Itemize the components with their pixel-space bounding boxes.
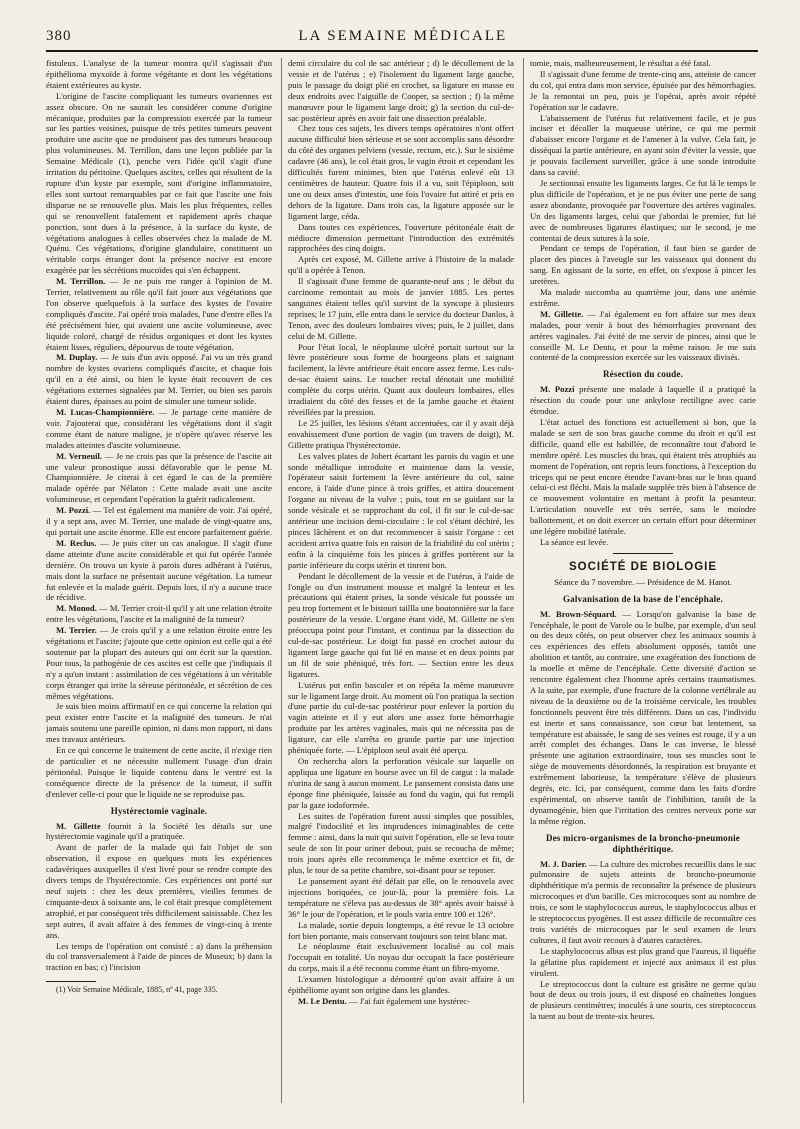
speaker-paragraph (288, 996, 514, 1007)
paragraph: Les suites de l'opération furent aussi simples que possibles, malgré l'indocilité et les imprudences inimaginables de cette femme : ainsi, dans la nuit qui suivit l'opération, elle se leva toute seule de son lit pour uriner debout, puis se recoucha de même; trois jours après elle recommença le même exercice et fit, de plus, le tour de sa petite chambre, soi-disant pour se reposer. (288, 810, 514, 876)
speaker-text: — Lorsqu'on galvanise la base de l'encéphale, le pont de Varole ou le bulbe, par exemple, d'un seul ou des deux côtés, on peut observer chez les animaux soumis à ces expériences des effets absolument opposés, tantôt une abolition et tantôt, au contraire, une exagération des fonctions de la moelle et même de l'encéphale. Cette diversité d'action se rencontre également chez l'homme après certains traumatismes. A la suite, par exemple, d'une fracture de la colonne vertébrale au niveau de la deuxième ou de la troisième cervicale, les troubles fonctionnels peuvent être très différents. Dans un cas, l'individu est inerte et sans connaissance, son cœur bat lentement, sa température est abaissée, le sang de ses veines est rouge, il y a un arrêt complet des échanges. Dans le cas inverse, le blessé présente une agitation extraordinaire, tous ses muscles sont le siège de mouvements désordonnés, la respiration est bruyante et extrêmement laborieuse, la température s'élève de plusieurs degrés, etc. Ici, par conséquent, comme dans les faits d'ordre expérimental, on observe tantôt de l'inhibition, tantôt de la dynamogénie, bien que l'irritation des centres nerveux porte sur la même région. (530, 608, 756, 826)
speaker-paragraph (46, 505, 272, 538)
speaker-name: M. Le Dentu. (298, 995, 347, 1006)
speaker-name: M. Reclus. (56, 537, 97, 548)
speaker-name: M. Gillette. (540, 308, 584, 319)
journal-title: LA SEMAINE MÉDICALE (298, 28, 508, 44)
paragraph: Chez tous ces sujets, les divers temps opératoires n'ont offert aucune difficulté bien sérieuse et se sont accomplis sans désordre du côté des organes pelviens (vessie, rectum, etc.). Sur le sixième cadavre (46 ans), le col était gros, le vagin étroit et cependant les difficultés furent minimes, bien que l'utérus enlevé eût 13 centimètres de hauteur. Quatre fois il a vu, soit l'épiploon, soit une ou deux anses d'intestin, une fois l'ovaire fut attiré et pris en dehors de la ligature. Dans trois cas, la ligature apposée sur le ligament large, céda. (288, 123, 514, 221)
speaker-name: M. Terrillon. (56, 276, 106, 287)
paragraph: L'origine de l'ascite compliquant les tumeurs ovariennes est assez obscure. On ne saurait les considérer comme d'origine mécanique, produites par la compression exercée par la tumeur sur les parties voisines, puisque de très petites tumeurs peuvent produire une ascite que ne produisent pas des tumeurs beaucoup plus volumineuses. M. Terrillon, dans une leçon publiée par la Semaine Médicale (1), penche vers l'idée qu'il s'agit d'une irritation du péritoine. Quelques ascites, celles qui résultent de la rupture d'un kyste par exemple, sont d'origine inflammatoire, elles sont surtout remarquables par ce fait que l'ascite une fois disparue ne se renouvelle plus. Mais les plus fréquentes, celles qui se renouvellent fatalement et rapidement après chaque ponction, sont dues à la présence, à la surface du kyste, de végétations analogues à celles observées chez la malade de M. Quénu. Ces végétations, d'origine glandulaire, constituent un véritable corps étranger dont la présence nocive est encore exagérée par les sécrétions mucoïdes qui s'en échappent. (46, 90, 272, 276)
section-rule (613, 553, 673, 554)
speaker-paragraph (46, 276, 272, 352)
column-1 (46, 58, 272, 1103)
column-2 (288, 58, 514, 1103)
speaker-name: M. Gillette (56, 820, 101, 831)
paragraph: L'utérus put enfin basculer et on répéta la même manœuvre sur le ligament large droit. Au moment où l'on pratiqua la section d'une partie du cul-de-sac postérieur pour enlever la portion du vagin atteinte et il y eut alors une assez forte hémorrhagie produite par les artères vaginales, mais qui ne nécessita pas de ligature, car elle s'arrêta en grande partie par une injection phéniquée forte. — L'épiploon seul avait été aperçu. (288, 679, 514, 756)
paragraph: Il s'agissait d'une femme de quarante-neuf ans ; le début du carcinome remontait au mois de janvier 1885. Les pertes sanguines étaient telles qu'il survint de la syncope à plusieurs reprises; le 17 juin, elle entra dans le service du docteur Danlos, à Tenon, avec des douleurs lombaires vives; puis, le 2 juillet, dans celui de M. Gillette. (288, 276, 514, 341)
paragraph: demi circulaire du col de sac antérieur ; d) le décollement de la vessie et de l'utérus ; e) l'isolement du ligament large gauche, puis le passage du doigt plié en crochet, sa ligature en masse en deux endroits avec l'aiguille de Cooper, sa section ; f) la même manœuvre pour le ligament large droit; g) la section du cul-de-sac postérieur après en avoir fait une dissection préalable. (288, 58, 514, 123)
page-number: 380 (46, 28, 72, 44)
speaker-text: fournit à la Société les détails sur une hystérectomie vaginale qu'il a pratiquée. (46, 820, 272, 842)
speaker-paragraph (530, 859, 756, 946)
speaker-paragraph (530, 384, 756, 417)
paragraph: En ce qui concerne le traitement de cette ascite, il n'exige rien de particulier et ne nécessite nullement l'usage d'un drain péritonéal. Puisque le liquide contenu dans le ventre est la conséquence directe de la présence de la tumeur, il suffit d'enlever celle-ci pour que le liquide ne se reproduise pas. (46, 745, 272, 799)
speaker-text: — Je suis d'un avis opposé. J'ai vu un très grand nombre de kystes ovariens compliqués d'ascite, et chaque fois qu'il en a été ainsi, ou bien le kyste était recouvert de ces végétations externes signalées par M. Terrier, ou bien ses parois étaient dures, épaisses au point de simuler une tumeur solide. (46, 352, 272, 407)
header-rule (46, 50, 758, 52)
paragraph: Pendant ce temps de l'opération, il faut bien se garder de placer des pinces à l'aveugle sur les vaisseaux qui donnent du sang. En agissant de la sorte, en effet, on s'expose à pincer les uretères. (530, 243, 756, 287)
paragraph: Ma malade succomba au quatrième jour, dans une anémie extrême. (530, 287, 756, 308)
speaker-text: — J'ai fait également une hystérec- (346, 995, 470, 1006)
speaker-paragraph (46, 625, 272, 701)
speaker-text: — Tel est également ma manière de voir. J'ai opéré, il y a sept ans, avec M. Terrier, une malade de vingt-quatre ans, qui portait une ascite énorme. Elle est encore parfaitement guérie. (46, 505, 272, 537)
speaker-text: — Je ne crois pas que la présence de l'ascite ait une valeur pronostique aussi défavorable que le pense M. Championnière. Je citerai à cet égard le cas de la première malade opérée par Nélaton : Cette malade avait une ascite volumineuse, et cependant l'opération la guérit radicalement. (46, 450, 272, 505)
paragraph: fistuleux. L'analyse de la tumeur montra qu'il s'agissait d'un épithélioma myxoïde à forme végétante et dont les végétations étaient extérieures au kyste. (46, 58, 272, 90)
speaker-name: M. J. Darier. (540, 858, 587, 869)
paragraph: Pour l'état local, le néoplasme ulcéré portait surtout sur la lèvre postérieure sous forme de bourgeons plats et saignant facilement, la lèvre antérieure était encore assez ferme. Les culs-de-sac étaient sains. Le toucher rectal dénotait une mobilité complète du corps utérin. Quant aux douleurs lombaires, elles irradiaient du côté des fesses et de la jambe gauche et étaient réveillées par la pression. (288, 341, 514, 417)
speaker-paragraph (530, 609, 756, 827)
paragraph: Je sectionnai ensuite les ligaments larges. Ce fut là le temps le plus difficile de l'opération, et je ne pus éviter une perte de sang assez abondante, provoquée par l'ouverture des artères vaginales. Un des ligaments larges, celui que j'abordai le premier, fut lié avec de nombreuses ligatures élastiques; sur le second, je me contentai de deux sutures à la soie. (530, 177, 756, 243)
speaker-text: — Je puis citer un cas analogue. Il s'agit d'une dame atteinte d'une ascite considérable et qui fut opérée l'année dernière. On trouva un kyste à parois dures adhérant à l'utérus, mais dont la surface ne présentait aucune végétation. La tumeur fut enlevée et la malade guérit. Depuis lors, il n'y a aucune trace de récidive. (46, 537, 272, 603)
speaker-name: M. Verneuil. (56, 450, 103, 461)
speaker-name: M. Duplay. (56, 352, 98, 363)
speaker-text: — La culture des microbes recueillis dans le suc pulmonaire de sujets atteints de broncho-pneumonie diphthéritique m'a permis de reconnaître la présence de plusieurs microcoques et d'un bacille. Ces microcoques sont au nombre de trois, ce sont le staphylococcus aureus, le staphylococcus albus et le streptococcus pyogènes. Il est assez difficile de reconnaître ces trois variétés de microcoques par le seul examen de leurs cultures, il faut avoir recours à d'autres caractères. (530, 858, 756, 945)
paragraph: On rechercha alors la perforation vésicale sur laquelle on appliqua une ligature en bourse avec un fil de catgut : la malade n'urina de sang à aucun moment. Le pansement consista dans une éponge fine phéniquée, laissée au fond du vagin, qui fut rempli par la gaze iodoformée. (288, 756, 514, 810)
footnote: (1) Voir Semaine Médicale, 1885, nº 41, page 335. (56, 985, 218, 995)
speaker-paragraph (46, 603, 272, 625)
paragraph: Le staphylococcus albus est plus grand que l'aureus, il liquéfie la gélatine plus rapidement et injecté aux animaux il est plus virulent. (530, 945, 756, 978)
paragraph: Il s'agissait d'une femme de trente-cinq ans, atteinte de cancer du col, qui entra dans mon service, épuisée par des hémorrhagies. Je la remontai un peu, puis je l'opérai, après avoir répété l'opération sur le cadavre. (530, 68, 756, 112)
paragraph: L'examen histologique a démontré qu'on avait affaire à un épithéliome ayant son origine dans les glandes. (288, 974, 514, 996)
speaker-name: M. Lucas-Championnière. (56, 407, 155, 417)
speaker-paragraph (46, 407, 272, 451)
society-heading: SOCIÉTÉ DE BIOLOGIE (568, 560, 718, 573)
paragraph: Le néoplasme était exclusivement localisé au col mais l'occupait en totalité. Un noyau dur occupait la face postérieure du corps, mais il a été reconnu comme étant un fibro-myome. (288, 941, 514, 974)
speaker-paragraph (46, 821, 272, 843)
speaker-name: M. Pozzi (540, 384, 575, 395)
section-heading: Hystérectomie vaginale. (110, 805, 208, 816)
section-heading: Résection du coude. (602, 369, 684, 380)
paragraph: Les temps de l'opération ont consisté : a) dans la préhension du col transversalement à l'aide de pinces de Museux; b) dans la traction en bas; c) l'incision (46, 940, 272, 973)
speaker-paragraph (46, 538, 272, 603)
speaker-text: — Je crois qu'il y a une relation étroite entre les végétations et l'ascite; j'ajoute que cette opinion est celle qui a été soutenue par la plupart des auteurs qui ont écrit sur la question. Pour tous, la pathogénie de ces ascites est celle que j'indiquais il n'y a qu'un instant : assimilation de ces végétations à un véritable corps étranger qui irrite la séreuse péritonéale, et sécrétion de ces mêmes végétations. (46, 625, 272, 701)
speaker-paragraph (530, 309, 756, 364)
speaker-name: M. Brown-Séquard. (540, 608, 617, 619)
paragraph: tomie, mais, malheureusement, le résultat a été fatal. (530, 58, 711, 68)
session-line: Séance du 7 novembre. — Présidence de M. Hanot. (554, 576, 732, 587)
paragraph: La séance est levée. (540, 536, 609, 547)
paragraph: La malade, sortie depuis longtemps, a été revue le 13 octobre fort bien portante, mais conservant toujours son teint blanc mat. (288, 919, 514, 941)
section-heading: Des micro-organismes de la broncho-pneumonie diphthéritique. (546, 832, 740, 854)
speaker-name: M. Monod. (56, 603, 97, 614)
column-3 (530, 58, 756, 1103)
column-divider (281, 58, 282, 1103)
paragraph: Pendant le décollement de la vessie et de l'utérus, à l'aide de l'ongle ou d'un instrument mousse et malgré la lenteur et les précautions qui étaient prises, la sonde vésicale fut poussée un peu trop fortement et le bistouri taillla une boutonnière sur la face postérieure de la vessie. L'organe étant vidé, M. Gillette ne s'en préoccupa point pour l'instant, et continua par la dissection du cul-de-sac postérieur. Le doigt fut passé en crochet autour du ligament large gauche qui fut lié en masse et en deux points par un fil de soie phéniqué, très fort. — Section entre les deux ligatures. (288, 570, 514, 679)
paragraph: L'abaissement de l'utérus fut relativement facile, et je pus inciser et décoller la muqueuse utérine, ce qui me permit d'abaisser encore l'organe et de l'amener à la vulve. Cela fait, je disséquai la partie antérieure, en ayant soin d'éviter la vessie, que je pouvais facilement surveiller, grâce à une sonde introduite dans sa cavité. (530, 112, 756, 178)
speaker-text: — Je ne puis me ranger à l'opinion de M. Terrier, relativement au rôle qu'il fait jouer aux végétations que l'on observe quelquefois à la surface des kystes de l'ovaire compliqués d'ascite. J'ai opéré trois malades, l'une d'entre elles l'a été précisément hier, qui avaient une ascite volumineuse, avec liquide coloré, chargé de résidus organiques et dont les kystes étaient lisses, réguliers, dépourvus de toute végétation. (46, 276, 272, 352)
speaker-name: M. Terrier. (56, 625, 97, 636)
speaker-paragraph (46, 352, 272, 407)
paragraph: Le pansement ayant été défait par elle, on le renouvela avec injections boriquées, ce jour-là, pour la première fois. La température ne s'éleva pas au-dessus de 38° après avoir baissé à 36° le jour de l'opération, et le pouls varia entre 100 et 126°. (288, 875, 514, 919)
paragraph: Je suis bien moins affirmatif en ce qui concerne la relation qui peut exister entre l'ascite et la malignité des tumeurs. Je n'ai jamais soutenu une pareille opinion, ni dans mon rapport, ni dans mes travaux antérieurs. (46, 701, 272, 745)
speaker-text: — Je partage cette manière de voir. J'ajouterai que, considérant les végétations dont il s'agit comme étant de nature maligne, je n'opère qu'avec réserve les malades atteintes d'ascite volumineuse. (46, 407, 272, 450)
column-divider (523, 58, 524, 1103)
speaker-paragraph (46, 451, 272, 506)
paragraph: Après cet exposé, M. Gillette arrive à l'histoire de la malade qu'il a opérée à Tenon. (288, 254, 514, 276)
speaker-text: — J'ai également eu fort affaire sur mes deux malades, pour venir à bout des hémorrhagies provenant des artères vaginales. J'ai évité de me servir de pinces, ainsi que le conseille M. Le Dentu, et pour la même raison. Je me suis contenté de la compression exercée sur les vaisseaux divisés. (530, 308, 756, 363)
speaker-text: présente une malade à laquelle il a pratiqué la résection du coude pour une ankylose rectiligne avec carie étendue. (530, 384, 756, 417)
speaker-text: — M. Terrier croit-il qu'il y ait une relation étroite entre les végétations, l'ascite et la malignité de la tumeur? (46, 603, 272, 625)
paragraph: Le 25 juillet, les lésions s'étant accentuées, car il y avait déjà envahissement d'une portion de vagin (un travers de doigt), M. Gillette pratiqua l'hystérectomie. (288, 417, 514, 450)
page-header (46, 28, 758, 50)
paragraph: Avant de parler de la malade qui fait l'objet de son observation, il expose en quelques mots les expériences cadavériques auxquelles il s'est livré pour se rendre compte des divers temps de l'hystérectomie. Ces expériences ont porté sur neuf sujets : chez les deux premières, vieilles femmes de cinquante-deux à soixante ans, le col était presque complètement atrophié, et par conséquent très difficilement saisissable. Chez les sept autres, il avait affaire à des femmes de vingt-cinq à trente ans. (46, 842, 272, 940)
paragraph: Le streptococcus dont la culture est grisâtre ne germe qu'au bout de deux ou trois jours, il est disposé en chaînettes longues de plusieurs centimètres; inoculés à une souris, ces streptococcus la tuent au bout de trente-six heures. (530, 978, 756, 1022)
paragraph: Dans toutes ces expériences, l'ouverture péritonéale était de médiocre dimension permettant l'introduction des extrémités rapprochées des cinq doigts. (288, 221, 514, 254)
section-heading: Galvanisation de la base de l'encéphale. (562, 593, 723, 604)
speaker-name: M. Pozzi. (56, 505, 91, 516)
footnote-rule (46, 981, 96, 982)
paragraph: L'état actuel des fonctions est actuellement si bon, que la malade se sert de son bras gauche comme du droit et qu'il est difficile, quand elle est habillée, de reconnaître tout d'abord le membre opéré. Les muscles du bras, qui étaient très atrophiés au moment de l'opération, ont repris leurs fonctions, à l'exception du triceps qui ne peut encore étendre l'avant-bras sur le bras quand celui-ci est fléchi. Mais la malade supplée très bien à l'absence de ce mouvement volontaire en mettant à profit la pesanteur. L'articulation nouvelle est très serrée, sans le moindre ballottement, et on doit exercer un certain effort pour déterminer une légère mobilité latérale. (530, 417, 756, 537)
paragraph: Les valves plates de Jobert écartant les parois du vagin et une sonde métallique introduite et maintenue dans la vessie, l'opérateur saisit fortement la lèvre antérieure du col, saine encore, à l'aide d'une pince à trois griffes, et attira doucement l'organe au niveau de la vulve ; puis, tout en se guidant sur la sonde vésicale et se rapprochant du col, il fit sur le cul-de-sac antérieur une incision demi-circulaire : le col s'étant déchiré, les pinces lâchèrent et on dut recommencer à saisir l'organe : cet accident arriva quatre fois en raison de la friabilité du col utérin ; enfin à la cinquième fois les pinces à griffes portèrent sur la partie inférieure du corps utérin et tinrent bon. (288, 450, 514, 570)
